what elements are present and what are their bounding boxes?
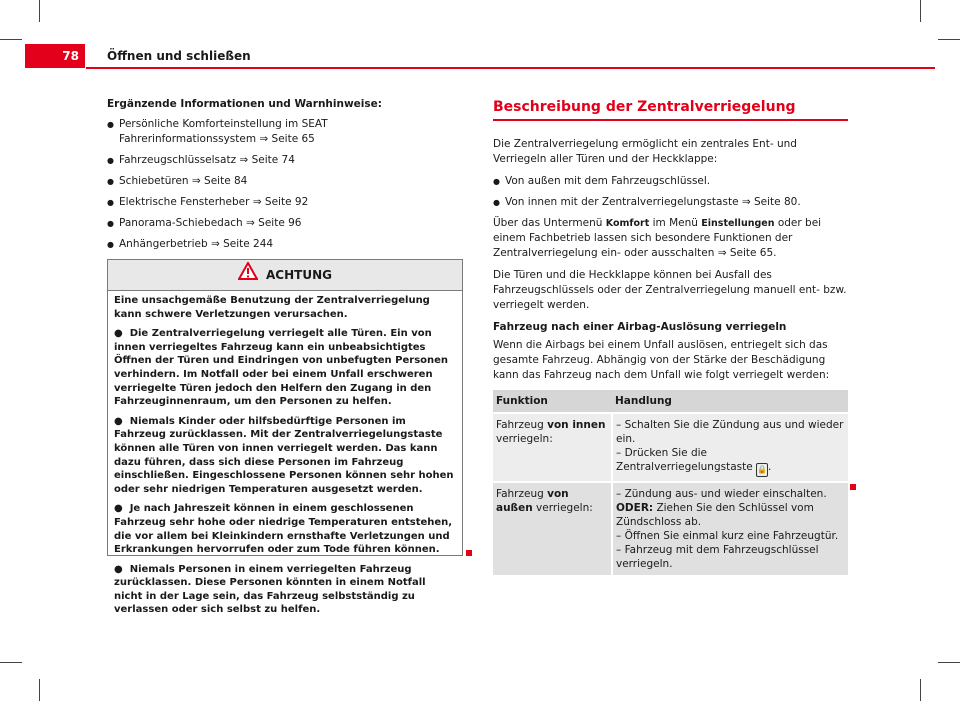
table-row: [493, 413, 848, 482]
access-list: [493, 174, 848, 210]
text-span: Ziehen Sie den Schlüssel vom Zündschloss ab.: [616, 502, 814, 528]
crop-mark: [0, 662, 22, 663]
table-row: [493, 482, 848, 575]
warning-body: [108, 291, 462, 617]
intro-paragraph: Die Zentralverriegelung ermöglicht ein zentrales Ent- und Verriegeln aller Türen und der Heckklappe:: [493, 138, 797, 165]
list-item: ● Persönliche Komforteinstellung im SEAT Fahrerinformationssystem ⇒ Seite 65: [107, 117, 464, 147]
crop-mark: [920, 0, 921, 22]
header-rule: [86, 67, 935, 69]
title-rule: [493, 119, 848, 121]
warning-point-text: Die Zentralverriegelung verriegelt alle Türen. Ein von innen verriegeltes Fahrzeug kann ein unbeabsichtigtes Öffnen der Türen und Eindringen von unbefugten Personen verhindern. Im Notfall oder bei einem Unfall erschweren verriegelte Türen jedoch den Helfern den Zugang in den Fahrzeuginnenraum, um den Personen zu helfen.: [114, 328, 449, 408]
column-header: Funktion: [493, 390, 612, 413]
airbag-paragraph: Wenn die Airbags bei einem Unfall auslösen, entriegelt sich das gesamte Fahrzeug. Abhängig von der Stärke der Beschädigung kann das Fahrzeug nach dem Unfall wie folgt verriegelt werden:: [493, 339, 830, 381]
list-item: ● Schiebetüren ⇒ Seite 84: [107, 174, 464, 189]
warning-point-text: Je nach Jahreszeit können in einem geschlossenen Fahrzeug sehr hohe oder niedrige Temperaturen entstehen, die vor allem bei Kleinkindern ernsthafte Verletzungen und Erkrankungen hervorrufen oder zum Tode führen können.: [114, 503, 453, 556]
text-span: oder bei einem Fachbetrieb lassen sich besondere Funktionen der Zentralverriegelung ein- oder ausschalten ⇒ Seite 65.: [493, 217, 822, 259]
chapter-title: Öffnen und schließen: [107, 49, 251, 63]
info-list: [107, 117, 464, 273]
step-text: [616, 501, 845, 529]
text-span: von außen: [496, 488, 569, 514]
crop-mark: [0, 39, 22, 40]
end-marker: [466, 550, 472, 556]
table-cell: [493, 413, 612, 482]
step-text: – Schalten Sie die Zündung aus und wieder ein.: [616, 419, 844, 445]
warning-point: ● Je nach Jahreszeit können in einem geschlossenen Fahrzeug sehr hohe oder niedrige Temperaturen entstehen, die vor allem bei Kleinkindern ernsthafte Verletzungen und Erkrankungen hervorrufen oder zum Tode führen können.: [114, 503, 453, 556]
text-span: Über das Untermenü: [493, 217, 606, 229]
list-item: ● Anhängerbetrieb ⇒ Seite 244: [107, 237, 464, 252]
text-span: von innen: [547, 419, 606, 431]
crop-mark: [39, 0, 40, 22]
list-item: ● Elektrische Fensterheber ⇒ Seite 92: [107, 195, 464, 210]
warning-intro: Eine unsachgemäße Benutzung der Zentralverriegelung kann schwere Verletzungen verursachen.: [114, 295, 430, 320]
airbag-heading: Fahrzeug nach einer Airbag-Auslösung verriegeln: [493, 321, 787, 333]
list-item: ● Panorama-Schiebedach ⇒ Seite 96: [107, 216, 464, 231]
text-span: ODER:: [616, 502, 654, 514]
description-section: [493, 97, 848, 575]
page-number: 78: [25, 44, 85, 68]
manual-paragraph: Die Türen und die Heckklappe können bei Ausfall des Fahrzeugschlüssels oder der Zentralverriegelung manuell ent- bzw. verriegelt werden.: [493, 269, 847, 311]
text-span: im Menü: [649, 217, 702, 229]
crop-mark: [938, 662, 960, 663]
warning-point: ● Niemals Kinder oder hilfsbedürftige Personen im Fahrzeug zurücklassen. Mit der Zentralverriegelungstaste können alle Türen von innen verriegelt werden. Das kann dazu führen, dass sich diese Personen im Fahrzeug einschließen. Eingeschlossene Personen können sehr hohen oder sehr niedrigen Temperaturen ausgesetzt werden.: [114, 415, 454, 495]
warning-title: ACHTUNG: [266, 268, 332, 282]
text-span: verriegeln:: [532, 502, 593, 514]
text-span: verriegeln:: [496, 433, 553, 445]
step-text: – Öffnen Sie einmal kurz eine Fahrzeugtür.: [616, 530, 839, 542]
text-span: .: [768, 461, 772, 473]
crop-mark: [938, 39, 960, 40]
warning-point-text: Niemals Kinder oder hilfsbedürftige Personen im Fahrzeug zurücklassen. Mit der Zentralverriegelungstaste können alle Türen von innen verriegelt werden. Das kann dazu führen, dass sich diese Personen im Fahrzeug einschließen. Eingeschlossene Personen können sehr hohen oder sehr niedrigen Temperaturen ausgesetzt werden.: [114, 415, 454, 495]
warning-point-text: Niemals Personen in einem verriegelten Fahrzeug zurücklassen. Diese Personen könnten in einem Notfall nicht in der Lage sein, das Fahrzeug selbstständig zu verlassen oder sich selbst zu helfen.: [114, 563, 426, 616]
text-span: Fahrzeug: [496, 488, 548, 500]
info-heading: Ergänzende Informationen und Warnhinweise:: [107, 98, 382, 110]
crop-mark: [39, 679, 40, 701]
warning-box: [107, 259, 463, 616]
crop-mark: [920, 679, 921, 701]
lock-table: [493, 390, 848, 575]
table-header-row: [493, 390, 848, 413]
warning-header: [108, 260, 462, 291]
info-section: [107, 97, 464, 279]
list-item: ● Fahrzeugschlüsselsatz ⇒ Seite 74: [107, 153, 464, 168]
list-item: ● Von außen mit dem Fahrzeugschlüssel.: [493, 174, 848, 189]
warning-triangle-icon: [238, 261, 258, 291]
table-cell: [612, 482, 848, 575]
menu-name: Einstellungen: [701, 218, 775, 229]
column-header: Handlung: [612, 390, 848, 413]
list-item: ● Von innen mit der Zentralverriegelungstaste ⇒ Seite 80.: [493, 195, 848, 210]
table-cell: [612, 413, 848, 482]
text-span: Fahrzeug: [496, 419, 548, 431]
table-cell: [493, 482, 612, 575]
step-text: [616, 446, 845, 477]
step-text: – Zündung aus- und wieder einschalten.: [616, 488, 827, 500]
lock-icon: 🔒: [756, 463, 768, 477]
end-marker: [850, 484, 856, 490]
step-text: – Fahrzeug mit dem Fahrzeugschlüssel verriegeln.: [616, 544, 819, 570]
warning-point: ● Die Zentralverriegelung verriegelt alle Türen. Ein von innen verriegeltes Fahrzeug kann ein unbeabsichtigtes Öffnen der Türen und Eindringen von unbefugten Personen verhindern. Im Notfall oder bei einem Unfall erschweren verriegelte Türen jedoch den Helfern den Zugang in den Fahrzeuginnenraum, um den Personen zu helfen.: [114, 328, 449, 408]
menu-name: Komfort: [605, 218, 650, 229]
text-span: – Drücken Sie die Zentralverriegelungstaste: [616, 447, 753, 473]
menu-paragraph: [493, 216, 848, 261]
section-title: Beschreibung der Zentralverriegelung: [493, 99, 796, 115]
warning-point: ● Niemals Personen in einem verriegelten Fahrzeug zurücklassen. Diese Personen könnten in einem Notfall nicht in der Lage sein, das Fahrzeug selbstständig zu verlassen oder sich selbst zu helfen.: [114, 563, 426, 616]
